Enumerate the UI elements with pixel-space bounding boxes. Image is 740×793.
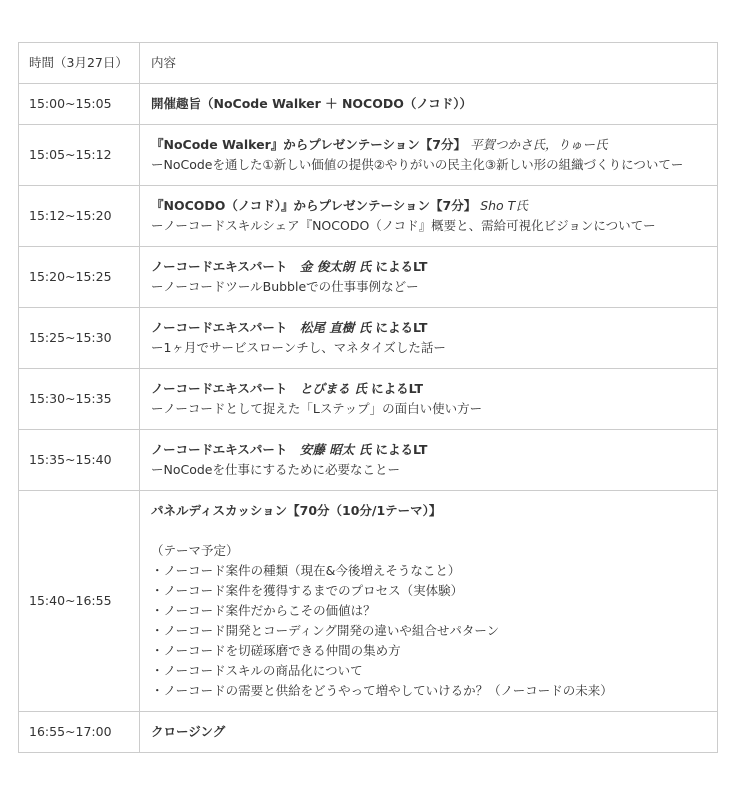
row-time: 15:35~15:40 xyxy=(19,430,140,491)
row-title: 『NOCODO（ノコド）』からプレゼンテーション【7分】 xyxy=(151,198,477,213)
row-time: 15:40~16:55 xyxy=(19,491,140,712)
row-title: 『NoCode Walker』からプレゼンテーション【7分】 xyxy=(151,137,466,152)
row-title-suffix: によるLT xyxy=(366,381,424,396)
row-description: ーノーコードスキルシェア『NOCODO（ノコド』概要と、需給可視化ビジョンについてー xyxy=(151,218,656,233)
row-content xyxy=(140,491,718,712)
schedule-table xyxy=(18,42,718,753)
row-content xyxy=(140,430,718,491)
row-speaker: 平賀つかさ氏，りゅー氏 xyxy=(469,137,608,152)
topic-item: ・ノーコード開発とコーディング開発の違いや組合せパターン xyxy=(151,623,500,638)
row-content xyxy=(140,308,718,369)
table-row xyxy=(19,186,718,247)
table-row xyxy=(19,84,718,125)
row-description: ーノーコードとして捉えた「Lステップ」の面白い使い方ー xyxy=(151,401,483,416)
header-row xyxy=(19,43,718,84)
row-title-prefix: ノーコードエキスパート xyxy=(151,442,300,457)
row-time: 15:30~15:35 xyxy=(19,369,140,430)
row-content xyxy=(140,125,718,186)
row-speaker: 松尾 直樹 氏 xyxy=(299,320,372,335)
row-time: 15:25~15:30 xyxy=(19,308,140,369)
row-title: クロージング xyxy=(151,724,226,739)
header-time: 時間（3月27日） xyxy=(19,43,140,84)
row-title-suffix: によるLT xyxy=(371,259,428,274)
header-content: 内容 xyxy=(140,43,718,84)
row-content xyxy=(140,186,718,247)
topic-item: ・ノーコード案件だからこその価値は？ xyxy=(151,603,376,618)
topic-item: ・ノーコードを切磋琢磨できる仲間の集め方 xyxy=(151,643,401,658)
row-speaker: 金 俊太朗 氏 xyxy=(299,259,372,274)
row-title-prefix: ノーコードエキスパート xyxy=(151,259,300,274)
row-time: 15:05~15:12 xyxy=(19,125,140,186)
row-time: 15:12~15:20 xyxy=(19,186,140,247)
row-speaker: 安藤 昭太 氏 xyxy=(299,442,372,457)
row-content xyxy=(140,369,718,430)
row-title: パネルディスカッション【70分（10分/1テーマ）】 xyxy=(151,503,442,518)
row-title-suffix: によるLT xyxy=(371,442,428,457)
table-row xyxy=(19,712,718,753)
row-description: ーNoCodeを仕事にするために必要なことー xyxy=(151,462,400,477)
row-content xyxy=(140,712,718,753)
row-time: 15:00~15:05 xyxy=(19,84,140,125)
row-time: 15:20~15:25 xyxy=(19,247,140,308)
row-time: 16:55~17:00 xyxy=(19,712,140,753)
topic-item: ・ノーコードスキルの商品化について xyxy=(151,663,363,678)
row-content xyxy=(140,247,718,308)
table-row xyxy=(19,125,718,186)
row-description: ーノーコードツールBubbleでの仕事事例などー xyxy=(151,279,419,294)
row-content xyxy=(140,84,718,125)
row-title-suffix: によるLT xyxy=(371,320,428,335)
table-row xyxy=(19,247,718,308)
row-description: ーNoCodeを通した①新しい価値の提供②やりがいの民主化③新しい形の組織づくりについてー xyxy=(151,157,684,172)
table-row xyxy=(19,430,718,491)
row-title: 開催趣旨（NoCode Walker ＋ NOCODO（ノコド）） xyxy=(151,96,472,111)
table-row xyxy=(19,308,718,369)
topics-heading: （テーマ予定） xyxy=(151,543,239,558)
row-speaker: Sho T氏 xyxy=(480,198,528,213)
topic-item: ・ノーコードの需要と供給をどうやって増やしていけるか？（ノーコードの未来） xyxy=(151,683,613,698)
row-title-prefix: ノーコードエキスパート xyxy=(151,381,300,396)
table-row xyxy=(19,369,718,430)
row-speaker: とびまる 氏 xyxy=(299,381,367,396)
topic-item: ・ノーコード案件の種類（現在&今後増えそうなこと） xyxy=(151,563,461,578)
topic-item: ・ノーコード案件を獲得するまでのプロセス（実体験） xyxy=(151,583,464,598)
table-row xyxy=(19,491,718,712)
row-description: ー1ヶ月でサービスローンチし、マネタイズした話ー xyxy=(151,340,446,355)
row-title-prefix: ノーコードエキスパート xyxy=(151,320,300,335)
